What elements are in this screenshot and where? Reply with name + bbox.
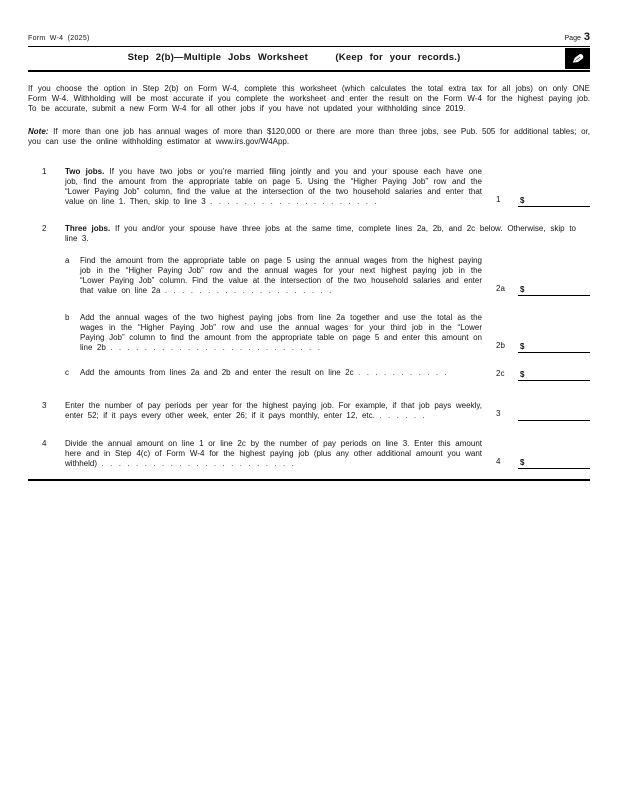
line-2b-dot-leader: . . . . . . . . . . . . . . . . . . . . . . . . .: [110, 343, 321, 352]
dollar-sign: $: [520, 458, 525, 467]
intro-paragraph: If you choose the option in Step 2(b) on Form W-4, complete this worksheet (which calculates the total extra tax for all jobs) on only ONE Form W-4. Withholding will be most accurate if you complete the worksheet and enter the result on the Form W-4 for the highest paying job. To be accurate, submit a new Form W-4 for all other jobs if you have not updated your withholding since 2019.: [28, 84, 590, 113]
note-paragraph: [28, 127, 590, 147]
line-2b-label: 2b: [496, 341, 505, 350]
worksheet-line-1: [28, 167, 590, 207]
line-2b-amount-input[interactable]: [524, 341, 590, 352]
line-1-amount-input[interactable]: [524, 195, 590, 206]
dollar-sign: $: [520, 370, 525, 379]
line-2a-amount-input[interactable]: [524, 284, 590, 295]
page-label: Page: [564, 35, 581, 42]
line-3-amount-field[interactable]: [518, 408, 590, 421]
line-2b-amount-field[interactable]: [518, 340, 590, 353]
note-text: If more than one job has annual wages of more than $120,000 or there are more than three jobs, see Pub. 505 for additional tables; or, you can use the online withholding estimator at www.irs.gov/W4App.: [28, 127, 591, 146]
line-2c-amount-field[interactable]: [518, 368, 590, 381]
worksheet-line-2: [28, 224, 590, 244]
page-number-value: 3: [583, 31, 590, 43]
line-2c-text: Add the amounts from lines 2a and 2b and enter the result on line 2c . . . . . . . . . . .: [80, 368, 448, 377]
line-2b-letter: b: [65, 313, 70, 322]
dollar-sign: $: [520, 342, 525, 351]
line-4-dot-leader: . . . . . . . . . . . . . . . . . . . . . . .: [101, 459, 295, 468]
line-2a-indent: [28, 256, 65, 296]
line-4-number: 4: [42, 439, 47, 448]
line-2c-dot-leader: . . . . . . . . . . .: [358, 368, 448, 377]
note-label: Note:: [28, 127, 49, 136]
worksheet-line-2b: [28, 313, 590, 353]
worksheet-subtitle: (Keep for your records.): [335, 52, 461, 63]
line-1-text: Two jobs. If you have two jobs or you’re married filing jointly and you and your spouse each have one job, find the amount from the appropriate table on page 5. Using the “Higher Paying Job” row and the “Lower Paying Job” column, find the value at the intersection of the two household salaries and enter that value on line 1. Then, skip to line 3 . . . . . . . . . . . . . . . . . . . .: [65, 167, 482, 206]
line-1-dot-leader: . . . . . . . . . . . . . . . . . . . .: [210, 197, 378, 206]
line-4-label: 4: [496, 457, 501, 466]
page-number: [565, 33, 590, 42]
line-2-number: 2: [42, 224, 47, 233]
worksheet-bottom-rule: [28, 479, 590, 481]
line-2a-amount-field[interactable]: [518, 283, 590, 296]
line-2a-dot-leader: . . . . . . . . . . . . . . . . . . . .: [164, 286, 333, 295]
line-4-amount-input[interactable]: [524, 457, 590, 468]
line-2a-text: Find the amount from the appropriate table on page 5 using the annual wages from the highest paying job in the “Higher Paying Job” row and the annual wages for your next highest paying job in the “Lower Paying Job” column. Find the value at the intersection of the two household salaries and enter that value on line 2a . . . . . . . . . . . . . . . . . . . .: [80, 256, 482, 295]
line-4-amount-field[interactable]: [518, 456, 590, 469]
line-3-number: 3: [42, 401, 47, 410]
worksheet-title-band: [28, 47, 590, 72]
line-2-text: Three jobs. If you and/or your spouse have three jobs at the same time, complete lines 2a, 2b, and 2c below. Otherwise, skip to line 3.: [65, 224, 576, 243]
form-id: Form W-4 (2025): [28, 35, 90, 42]
dollar-sign: $: [520, 196, 525, 205]
line-1-lead: Two jobs.: [65, 167, 105, 176]
line-2c-indent: [28, 368, 65, 381]
line-2b-text: Add the annual wages of the two highest paying jobs from line 2a together and use the total as the wages in the “Higher Paying Job” row and use the annual wages for your third job in the “Lower Paying Job” column to find the amount from the appropriate table on page 5 and enter this amount on line 2b . . . . . . . . . . . . . . . . . . . . . . . . .: [80, 313, 482, 352]
line-4-text: Divide the annual amount on line 1 or line 2c by the number of pay periods on line 3. Enter this amount here and in Step 4(c) of Form W-4 for the highest paying job (plus any other additional amount you want withheld) . . . . . . . . . . . . . . . . . . . . . . .: [65, 439, 482, 468]
line-3-amount-input[interactable]: [520, 409, 590, 420]
worksheet-line-4: [28, 439, 590, 469]
worksheet-line-3: [28, 401, 590, 421]
line-1-amount-field[interactable]: [518, 194, 590, 207]
line-2a-label: 2a: [496, 284, 505, 293]
line-3-label: 3: [496, 409, 501, 418]
dollar-sign: $: [520, 285, 525, 294]
line-3-text: Enter the number of pay periods per year for the highest paying job. For example, if that job pays weekly, enter 52; if it pays every other week, enter 26; if it pays monthly, enter 12, etc. . . . . . .: [65, 401, 482, 420]
line-1-label: 1: [496, 195, 501, 204]
line-2c-letter: c: [65, 368, 69, 377]
line-1-number: 1: [42, 167, 47, 176]
line-2-lead: Three jobs.: [65, 224, 111, 233]
line-2c-amount-input[interactable]: [524, 369, 590, 380]
page-header: [28, 33, 590, 47]
line-2a-letter: a: [65, 256, 70, 265]
line-2b-indent: [28, 313, 65, 353]
pencil-icon: ✎: [565, 48, 590, 69]
worksheet-line-2a: [28, 256, 590, 296]
worksheet-line-2c: [28, 368, 590, 381]
worksheet-title: Step 2(b)—Multiple Jobs Worksheet: [127, 52, 309, 63]
line-3-dot-leader: . . . . . .: [379, 411, 426, 420]
line-2c-label: 2c: [496, 369, 505, 378]
